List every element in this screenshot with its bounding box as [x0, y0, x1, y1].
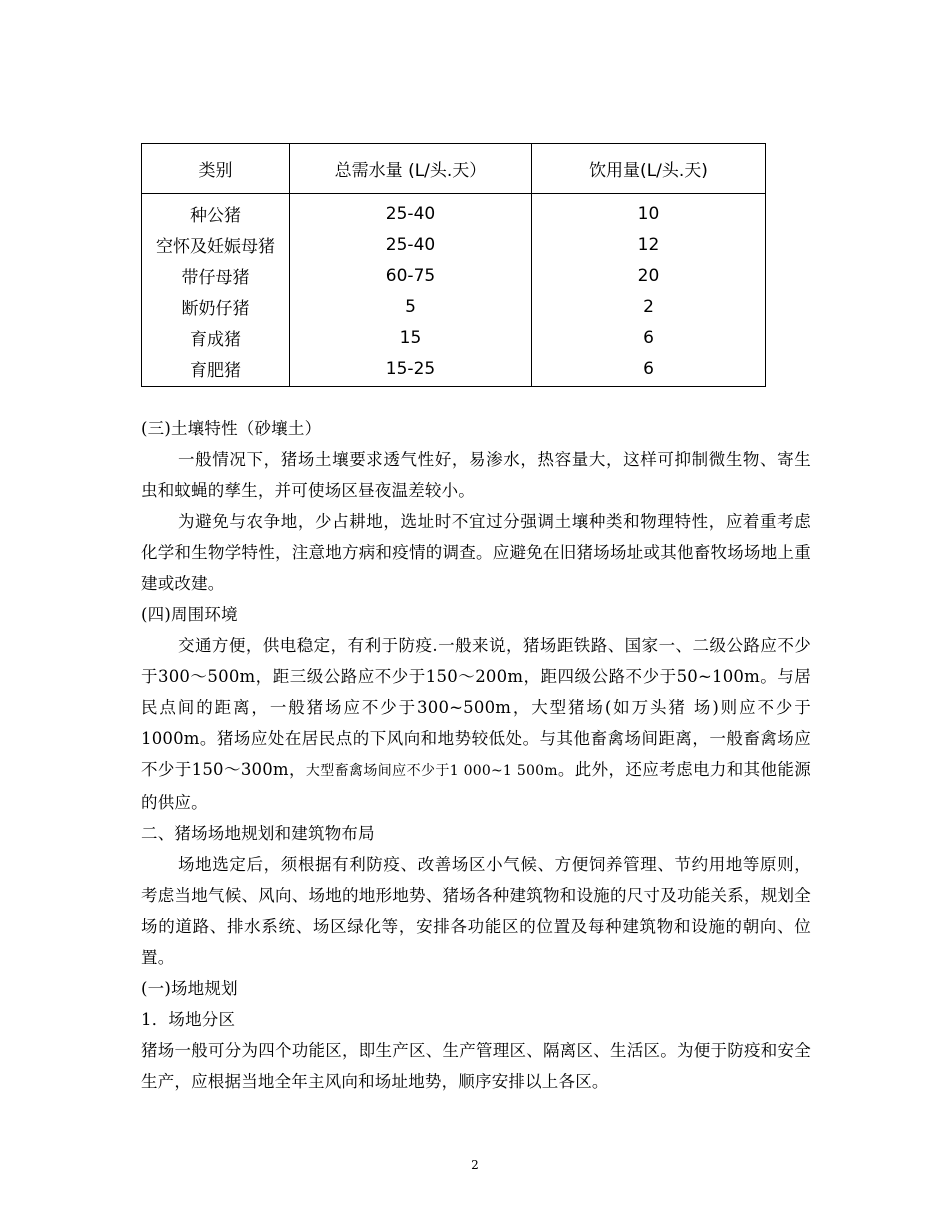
table-cell: 6 — [532, 322, 766, 353]
table-cell: 25-40 — [290, 194, 532, 230]
table-header-category: 类别 — [142, 144, 290, 194]
table-row — [142, 229, 766, 260]
table-row — [142, 194, 766, 230]
heading-environment: (四)周围环境 — [141, 605, 238, 624]
table-cell: 5 — [290, 291, 532, 322]
table-cell: 空怀及妊娠母猪 — [142, 229, 290, 260]
table-header-total-water: 总需水量 (L/头.天） — [290, 144, 532, 194]
table-cell: 12 — [532, 229, 766, 260]
heading-site-plan: (一)场地规划 — [141, 979, 238, 998]
table-cell: 带仔母猪 — [142, 260, 290, 291]
page-number: 2 — [471, 1158, 479, 1172]
table-cell: 断奶仔猪 — [142, 291, 290, 322]
heading-soil: (三)土壤特性（砂壤土） — [141, 419, 322, 438]
heading-zoning: 1．场地分区 — [141, 1010, 236, 1029]
table-cell: 6 — [532, 353, 766, 387]
paragraph-soil-1: 一般情况下，猪场土壤要求透气性好，易渗水，热容量大，这样可抑制微生物、寄生虫和蚊蝇的孳生，并可使场区昼夜温差较小。 — [141, 450, 811, 500]
water-requirement-table — [141, 143, 766, 387]
paragraph-environment-part-2: 大型畜禽场间应不少于1 000~1 500m — [305, 763, 558, 779]
table-cell: 育肥猪 — [142, 353, 290, 387]
table-cell: 15 — [290, 322, 532, 353]
table-cell: 2 — [532, 291, 766, 322]
table-cell: 25-40 — [290, 229, 532, 260]
table-header-row — [142, 144, 766, 194]
paragraph-environment-part-3: 。此外，还应考虑电力和其他能源的供应。 — [141, 760, 811, 812]
paragraph-environment-part-1: 交通方便，供电稳定，有利于防疫.一般来说，猪场距铁路、国家一、二级公路应不少于300～500m，距三级公路应不少于150～200m，距四级公路不少于50~100m。与居民点间的距离，一般猪场应不少于300~500m，大型猪场(如万头猪 场)则应不少于1000m。猪场应处在居民点的下风向和地势较低处。与其他畜禽场间距离，一般畜禽场应不少于150～300m， — [141, 636, 811, 779]
table-cell: 60-75 — [290, 260, 532, 291]
table-cell: 10 — [532, 194, 766, 230]
table-cell: 育成猪 — [142, 322, 290, 353]
table-header-drinking-water: 饮用量(L/头.天) — [532, 144, 766, 194]
paragraph-soil-2: 为避免与农争地，少占耕地，选址时不宜过分强调土壤种类和物理特性，应着重考虑化学和生物学特性，注意地方病和疫情的调查。应避免在旧猪场场址或其他畜牧场场地上重建或改建。 — [141, 512, 811, 593]
table-row — [142, 353, 766, 387]
body-text — [141, 413, 811, 1097]
table-cell: 15-25 — [290, 353, 532, 387]
table-cell: 种公猪 — [142, 194, 290, 230]
table-cell: 20 — [532, 260, 766, 291]
table-row — [142, 291, 766, 322]
paragraph-environment — [141, 630, 811, 818]
table-row — [142, 322, 766, 353]
table-row — [142, 260, 766, 291]
paragraph-zoning: 猪场一般可分为四个功能区，即生产区、生产管理区、隔离区、生活区。为便于防疫和安全生产，应根据当地全年主风向和场址地势，顺序安排以上各区。 — [141, 1041, 811, 1091]
heading-site-planning: 二、猪场场地规划和建筑物布局 — [141, 824, 375, 843]
paragraph-site-planning: 场地选定后，须根据有利防疫、改善场区小气候、方便饲养管理、节约用地等原则，考虑当地气候、风向、场地的地形地势、猪场各种建筑物和设施的尺寸及功能关系，规划全场的道路、排水系统、场区绿化等，安排各功能区的位置及每种建筑物和设施的朝向、位置。 — [141, 855, 811, 967]
